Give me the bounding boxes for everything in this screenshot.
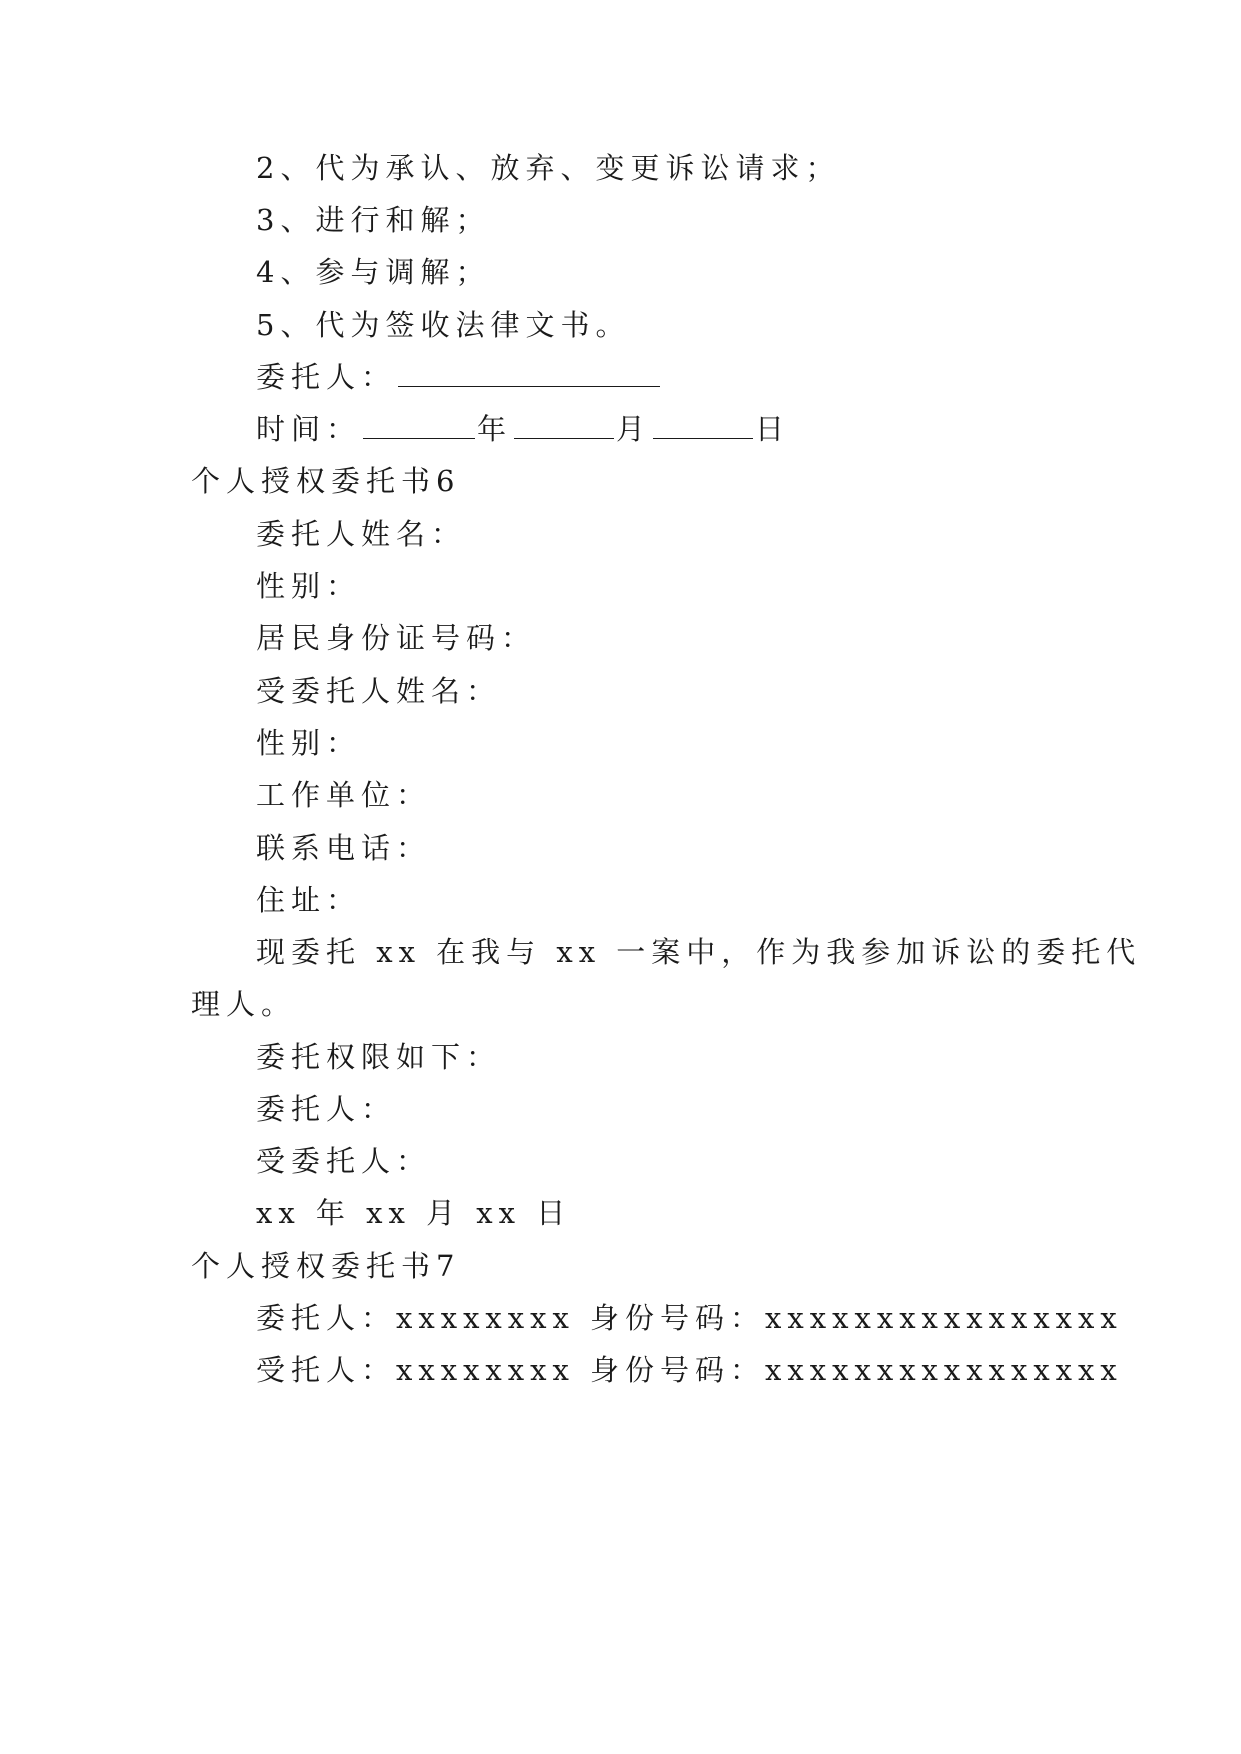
date-line [256, 409, 790, 449]
principal-signature-label: 委托人： [256, 360, 397, 394]
principal-id-line: 委托人：xxxxxxxx 身份号码：xxxxxxxxxxxxxxxx [256, 1301, 1123, 1335]
authority-scope-label: 委托权限如下： [256, 1040, 502, 1074]
time-label: 时间： [256, 412, 362, 446]
principal-signature-blank [398, 360, 660, 387]
day-label: 日 [755, 412, 791, 446]
principal-sign-field: 委托人： [256, 1092, 397, 1126]
work-unit-field: 工作单位： [256, 778, 432, 812]
entrust-statement-line-2: 理人。 [191, 987, 297, 1021]
agent-name-field: 受委托人姓名： [256, 674, 502, 708]
section-6-heading: 个人授权委托书6 [191, 464, 461, 498]
authority-item-4: 4、参与调解； [256, 255, 491, 289]
year-label: 年 [477, 412, 513, 446]
day-blank [653, 412, 753, 439]
id-number-field: 居民身份证号码： [256, 621, 537, 655]
year-blank [363, 412, 475, 439]
address-field: 住址： [256, 883, 362, 917]
authority-item-2: 2、代为承认、放弃、变更诉讼请求； [256, 151, 841, 185]
agent-id-line: 受托人：xxxxxxxx 身份号码：xxxxxxxxxxxxxxxx [256, 1353, 1123, 1387]
agent-sign-field: 受委托人： [256, 1144, 432, 1178]
month-label: 月 [616, 412, 652, 446]
section-7-heading: 个人授权委托书7 [191, 1249, 461, 1283]
authority-item-3: 3、进行和解； [256, 203, 491, 237]
phone-field: 联系电话： [256, 831, 432, 865]
principal-gender-field: 性别： [256, 569, 362, 603]
entrust-statement-line-1: 现委托 xx 在我与 xx 一案中，作为我参加诉讼的委托代 [256, 935, 1142, 969]
agent-gender-field: 性别： [256, 726, 362, 760]
authority-item-5: 5、代为签收法律文书。 [256, 308, 631, 342]
month-blank [514, 412, 614, 439]
principal-name-field: 委托人姓名： [256, 517, 467, 551]
principal-signature-line [256, 357, 662, 397]
section-6-date: xx 年 xx 月 xx 日 [256, 1196, 572, 1230]
